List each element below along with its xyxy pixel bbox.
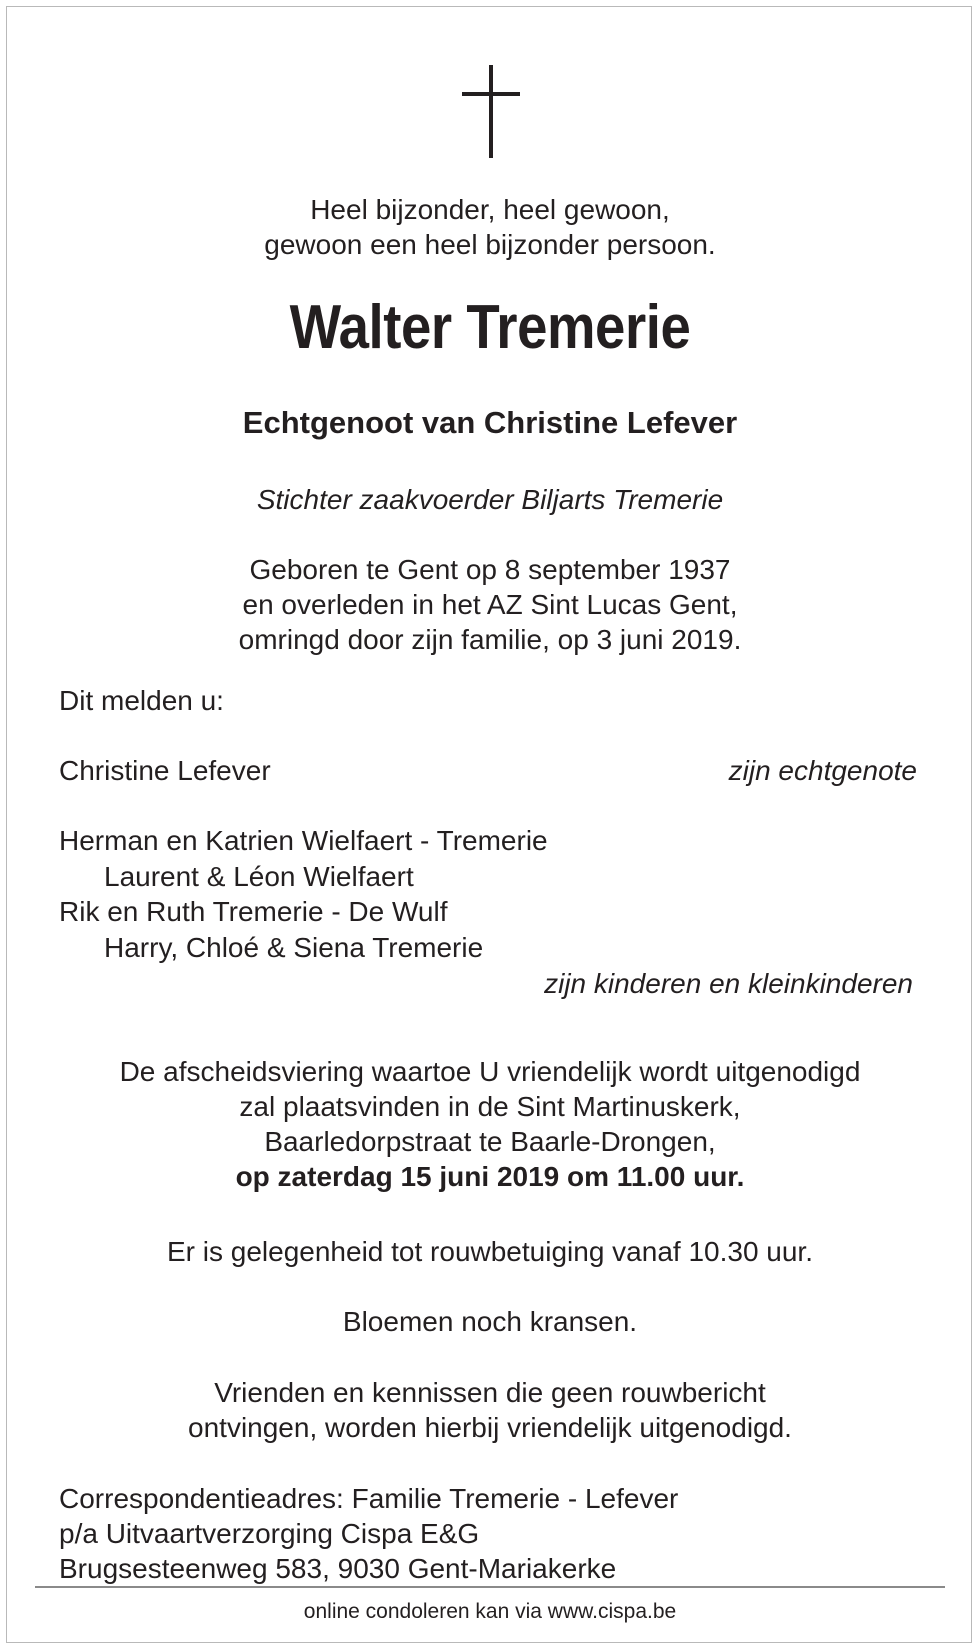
- cross-horizontal-bar: [462, 92, 520, 96]
- children-relation: zijn kinderen en kleinkinderen: [544, 968, 913, 999]
- deceased-name: Walter Tremerie: [289, 293, 691, 362]
- announce-label: Dit melden u:: [59, 685, 224, 716]
- motto-line-1: Heel bijzonder, heel gewoon,: [310, 194, 670, 225]
- motto: [0, 192, 980, 262]
- friends-note: [0, 1375, 980, 1445]
- cross-vertical-bar: [489, 65, 493, 158]
- spouse-line: Echtgenoot van Christine Lefever: [242, 405, 738, 440]
- child-1: Herman en Katrien Wielfaert - Tremerie: [59, 825, 548, 856]
- service-line-1: De afscheidsviering waartoe U vriendelijk wordt uitgenodigd: [119, 1056, 861, 1087]
- motto-line-2: gewoon een heel bijzonder persoon.: [264, 229, 716, 260]
- spouse-name: Christine Lefever: [59, 755, 271, 786]
- birth-line: Geboren te Gent op 8 september 1937: [249, 554, 731, 585]
- flowers-note: Bloemen noch kransen.: [342, 1306, 638, 1337]
- correspondence-address: [59, 1481, 678, 1586]
- online-condolence-footer: online condoleren kan via www.cispa.be: [303, 1600, 677, 1623]
- condolence-note: Er is gelegenheid tot rouwbetuiging vanaf 10.30 uur.: [166, 1236, 813, 1267]
- latin-cross-icon: [462, 65, 520, 158]
- address-line-3: Brugsesteenweg 583, 9030 Gent-Mariakerke: [59, 1553, 617, 1584]
- service-line-3: Baarledorpstraat te Baarle-Drongen,: [264, 1126, 716, 1157]
- service-date-time: op zaterdag 15 juni 2019 om 11.00 uur.: [235, 1161, 745, 1192]
- address-line-1: Correspondentieadres: Familie Tremerie - Lefever: [59, 1483, 679, 1514]
- function-line: Stichter zaakvoerder Biljarts Tremerie: [256, 484, 724, 515]
- birth-death-info: [0, 552, 980, 657]
- spouse-relation: zijn echtgenote: [728, 755, 917, 786]
- friends-note-line-2: ontvingen, worden hierbij vriendelijk uitgenodigd.: [188, 1412, 792, 1443]
- footer-divider: [35, 1586, 945, 1588]
- address-line-2: p/a Uitvaartverzorging Cispa E&G: [59, 1518, 480, 1549]
- death-date-line: omringd door zijn familie, op 3 juni 2019.: [238, 624, 742, 655]
- service-line-2: zal plaatsvinden in de Sint Martinuskerk,: [239, 1091, 741, 1122]
- friends-note-line-1: Vrienden en kennissen die geen rouwbericht: [214, 1377, 766, 1408]
- child-2: Rik en Ruth Tremerie - De Wulf: [59, 896, 448, 927]
- death-line: en overleden in het AZ Sint Lucas Gent,: [242, 589, 738, 620]
- child-2-grandchildren: Harry, Chloé & Siena Tremerie: [104, 932, 484, 963]
- child-1-grandchildren: Laurent & Léon Wielfaert: [104, 861, 414, 892]
- service-info: [0, 1054, 980, 1194]
